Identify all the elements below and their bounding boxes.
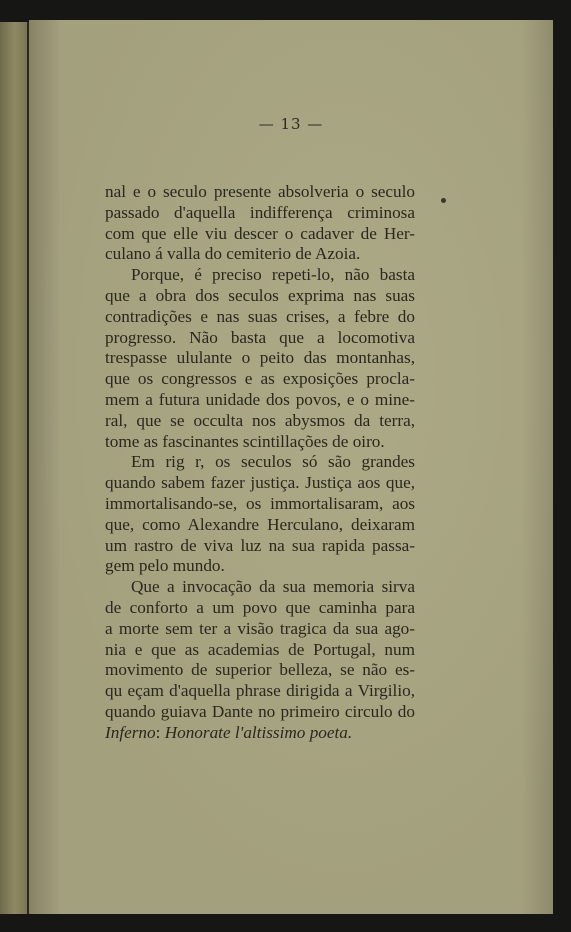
paragraph-2 xyxy=(105,265,415,452)
text-line: qu eçam d'aquella phrase dirigida a Virgilio, xyxy=(105,681,415,701)
paragraph-4 xyxy=(105,577,415,743)
text-line: gem pelo mundo. xyxy=(105,556,225,576)
text-line: que, como Alexandre Herculano, deixaram xyxy=(105,514,415,534)
text-line: nal e o seculo presente absolveria o seculo xyxy=(105,182,415,201)
left-page-edge xyxy=(0,22,29,914)
text-line: Que a invocação da sua memoria sirva xyxy=(131,577,415,597)
italic-word-inferno: Inferno xyxy=(105,722,156,742)
text-line: que a obra dos seculos exprima nas suas xyxy=(105,285,415,305)
text-line: immortalisando-se, os immortalisaram, aos xyxy=(105,493,415,513)
text-line: tome as fascinantes scintillações de oiro. xyxy=(105,431,385,451)
text-line: quando sabem fazer justiça. Justiça aos que, xyxy=(105,473,415,493)
text-line: contradições e nas suas crises, a febre do xyxy=(105,306,415,326)
text-line: movimento de superior belleza, se não es- xyxy=(105,660,415,680)
text-line: progresso. Não basta que a locomotiva xyxy=(105,327,415,347)
text-line: nia e que as academias de Portugal, num xyxy=(105,639,415,659)
text-line: quando guiava Dante no primeiro circulo do xyxy=(105,701,415,721)
text-line: trespasse ululante o peito das montanhas, xyxy=(105,348,415,368)
final-text-line xyxy=(105,723,415,744)
text-line: Porque, é preciso repeti-lo, não basta xyxy=(131,265,415,285)
text-line: ral, que se occulta nos abysmos da terra, xyxy=(105,410,415,430)
text-line: que os congressos e as exposições procla- xyxy=(105,369,415,389)
text-line: um rastro de viva luz na sua rapida passa- xyxy=(105,535,415,555)
text-line: a morte sem ter a visão tragica da sua ago- xyxy=(105,618,415,638)
ink-speck xyxy=(441,198,446,203)
page-number: — 13 — xyxy=(258,115,324,133)
page xyxy=(29,20,553,914)
paragraph-1 xyxy=(105,182,415,265)
text-line: passado d'aquella indifferença criminosa xyxy=(105,202,415,222)
text-line: com que elle viu descer o cadaver de Her- xyxy=(105,223,415,243)
colon-separator: : xyxy=(155,722,165,742)
text-line: Em rig r, os seculos só são grandes xyxy=(131,452,415,472)
italic-quote: Honorate l'altissimo poeta. xyxy=(164,722,353,742)
paragraph-3 xyxy=(105,452,415,577)
text-line: culano á valla do cemiterio de Azoia. xyxy=(105,244,361,264)
text-line: de conforto a um povo que caminha para xyxy=(105,597,415,617)
text-line: mem a futura unidade dos povos, e o mine- xyxy=(105,389,415,409)
body-text xyxy=(105,182,415,744)
